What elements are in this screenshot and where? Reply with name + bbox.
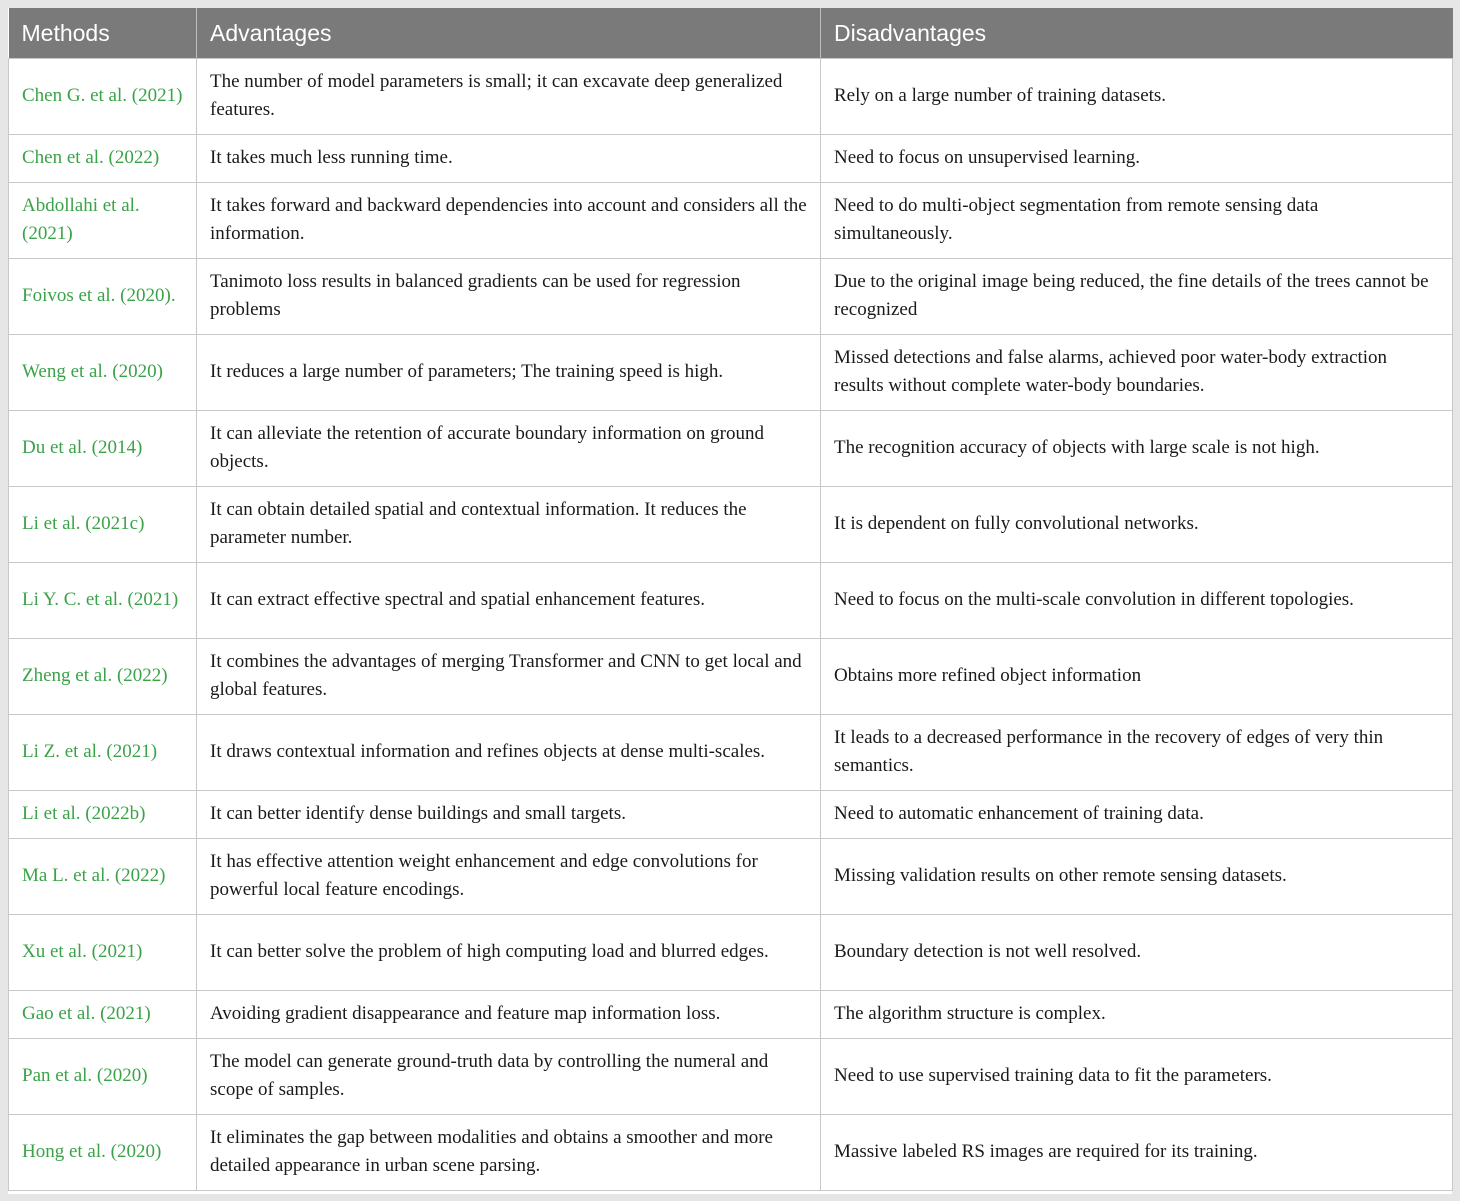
table-row (9, 990, 1453, 1038)
advantages-cell: It can extract effective spectral and spatial enhancement features. (197, 562, 821, 638)
table-row (9, 714, 1453, 790)
table-row (9, 258, 1453, 334)
table-frame (8, 8, 1452, 1194)
method-link[interactable]: Foivos et al. (2020). (9, 258, 197, 334)
method-link[interactable]: Li Z. et al. (2021) (9, 714, 197, 790)
disadvantages-cell: Massive labeled RS images are required for its training. (821, 1114, 1453, 1190)
disadvantages-cell: It leads to a decreased performance in the recovery of edges of very thin semantics. (821, 714, 1453, 790)
advantages-cell: It has effective attention weight enhancement and edge convolutions for powerful local feature encodings. (197, 838, 821, 914)
method-link[interactable]: Hong et al. (2020) (9, 1114, 197, 1190)
table-row (9, 486, 1453, 562)
advantages-cell: It combines the advantages of merging Transformer and CNN to get local and global features. (197, 638, 821, 714)
header-disadvantages: Disadvantages (821, 8, 1453, 58)
advantages-cell: It draws contextual information and refines objects at dense multi-scales. (197, 714, 821, 790)
method-link[interactable]: Xu et al. (2021) (9, 914, 197, 990)
advantages-cell: It can better identify dense buildings and small targets. (197, 790, 821, 838)
disadvantages-cell: Missed detections and false alarms, achieved poor water-body extraction results without complete water-body boundaries. (821, 334, 1453, 410)
table-row (9, 182, 1453, 258)
table-row (9, 838, 1453, 914)
method-link[interactable]: Ma L. et al. (2022) (9, 838, 197, 914)
method-link[interactable]: Pan et al. (2020) (9, 1038, 197, 1114)
disadvantages-cell: Obtains more refined object information (821, 638, 1453, 714)
advantages-cell: It can better solve the problem of high computing load and blurred edges. (197, 914, 821, 990)
method-link[interactable]: Chen G. et al. (2021) (9, 58, 197, 134)
method-link[interactable]: Du et al. (2014) (9, 410, 197, 486)
table-row (9, 790, 1453, 838)
disadvantages-cell: The algorithm structure is complex. (821, 990, 1453, 1038)
table-header-row (9, 8, 1453, 58)
header-methods: Methods (21, 19, 110, 46)
disadvantages-cell: It is dependent on fully convolutional networks. (821, 486, 1453, 562)
method-link[interactable]: Chen et al. (2022) (9, 134, 197, 182)
disadvantages-cell: Need to focus on unsupervised learning. (821, 134, 1453, 182)
advantages-cell: The model can generate ground-truth data by controlling the numeral and scope of samples. (197, 1038, 821, 1114)
header-advantages: Advantages (197, 8, 821, 58)
method-link[interactable]: Zheng et al. (2022) (9, 638, 197, 714)
advantages-cell: It takes much less running time. (197, 134, 821, 182)
table-row (9, 1038, 1453, 1114)
method-link[interactable]: Li Y. C. et al. (2021) (9, 562, 197, 638)
disadvantages-cell: Need to focus on the multi-scale convolution in different topologies. (821, 562, 1453, 638)
disadvantages-cell: Due to the original image being reduced, the fine details of the trees cannot be recognized (821, 258, 1453, 334)
table-row (9, 410, 1453, 486)
table-row (9, 562, 1453, 638)
advantages-cell: The number of model parameters is small; it can excavate deep generalized features. (197, 58, 821, 134)
method-link[interactable]: Li et al. (2022b) (9, 790, 197, 838)
advantages-cell: It reduces a large number of parameters; The training speed is high. (197, 334, 821, 410)
advantages-cell: It eliminates the gap between modalities and obtains a smoother and more detailed appearance in urban scene parsing. (197, 1114, 821, 1190)
advantages-cell: It can obtain detailed spatial and contextual information. It reduces the parameter number. (197, 486, 821, 562)
table-row (9, 914, 1453, 990)
disadvantages-cell: Need to automatic enhancement of training data. (821, 790, 1453, 838)
advantages-cell: Avoiding gradient disappearance and feature map information loss. (197, 990, 821, 1038)
method-link[interactable]: Weng et al. (2020) (9, 334, 197, 410)
advantages-cell: It can alleviate the retention of accurate boundary information on ground objects. (197, 410, 821, 486)
method-link[interactable]: Abdollahi et al. (2021) (9, 182, 197, 258)
disadvantages-cell: Missing validation results on other remote sensing datasets. (821, 838, 1453, 914)
method-link[interactable]: Li et al. (2021c) (9, 486, 197, 562)
methods-comparison-table (8, 8, 1453, 1191)
disadvantages-cell: The recognition accuracy of objects with large scale is not high. (821, 410, 1453, 486)
disadvantages-cell: Need to use supervised training data to fit the parameters. (821, 1038, 1453, 1114)
method-link[interactable]: Gao et al. (2021) (9, 990, 197, 1038)
table-row (9, 134, 1453, 182)
advantages-cell: Tanimoto loss results in balanced gradients can be used for regression problems (197, 258, 821, 334)
disadvantages-cell: Boundary detection is not well resolved. (821, 914, 1453, 990)
table-row (9, 1114, 1453, 1190)
table-row (9, 58, 1453, 134)
disadvantages-cell: Rely on a large number of training datasets. (821, 58, 1453, 134)
table-row (9, 334, 1453, 410)
disadvantages-cell: Need to do multi-object segmentation from remote sensing data simultaneously. (821, 182, 1453, 258)
table-row (9, 638, 1453, 714)
advantages-cell: It takes forward and backward dependencies into account and considers all the information. (197, 182, 821, 258)
